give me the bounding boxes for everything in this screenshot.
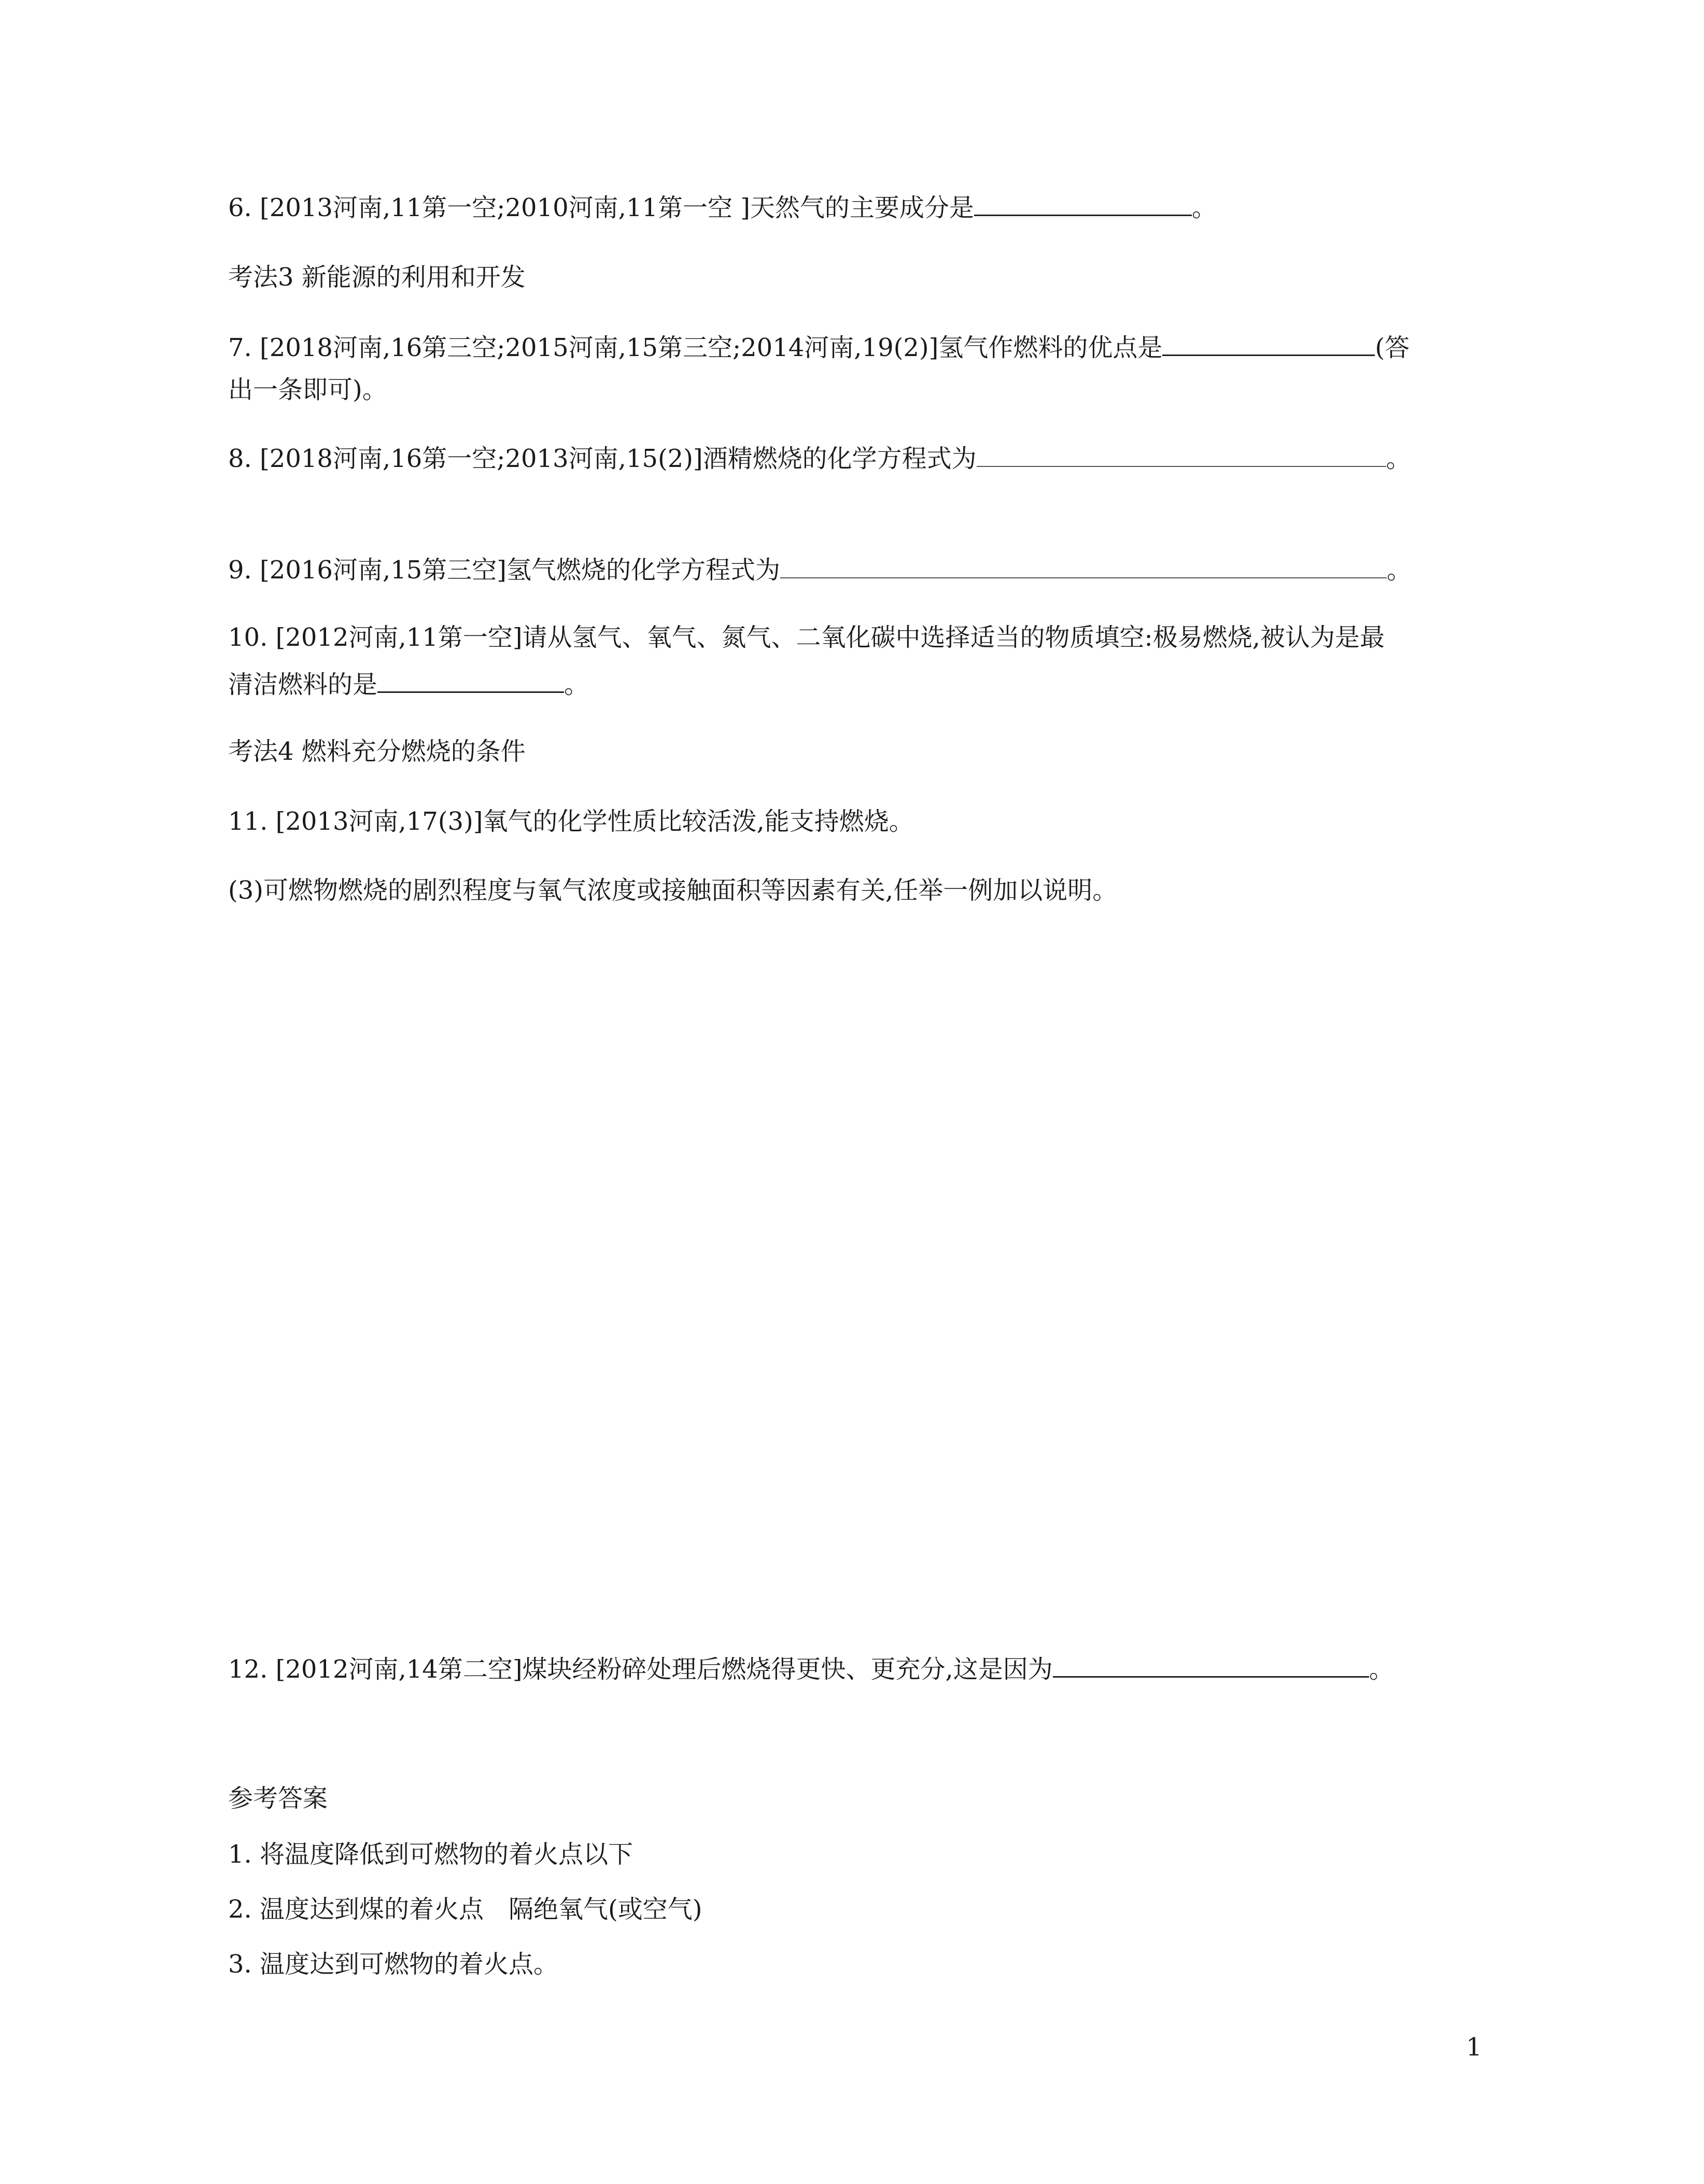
period: 。	[564, 670, 589, 699]
question-7-text: 7. [2018河南,16第三空;2015河南,15第三空;2014河南,19(2)]氢气作燃料的优点是	[228, 333, 1163, 362]
period: 。	[1386, 444, 1411, 473]
question-10-text: 清洁燃料的是	[228, 670, 378, 699]
question-11-sub: (3)可燃物燃烧的剧烈程度与氧气浓度或接触面积等因素有关,任举一例加以说明。	[228, 876, 1118, 905]
question-10-line2	[228, 669, 589, 700]
question-10: 10. [2012河南,11第一空]请从氢气、氧气、氮气、二氧化碳中选择适当的物质填空:极易燃烧,被认为是最	[228, 623, 1385, 652]
answer-blank	[780, 555, 1387, 578]
page-number: 1	[1466, 2033, 1482, 2062]
question-8	[228, 443, 1411, 474]
question-6	[228, 192, 1217, 223]
question-11: 11. [2013河南,17(3)]氧气的化学性质比较活泼,能支持燃烧。	[228, 807, 914, 836]
question-9-text: 9. [2016河南,15第三空]氢气燃烧的化学方程式为	[228, 556, 781, 585]
period: 。	[1387, 556, 1412, 585]
period: 。	[1369, 1655, 1394, 1684]
question-8-text: 8. [2018河南,16第一空;2013河南,15(2)]酒精燃烧的化学方程式为	[228, 444, 977, 473]
answer-3: 3. 温度达到可燃物的着火点。	[228, 1950, 559, 1979]
question-12	[228, 1653, 1394, 1685]
answer-blank	[1053, 1653, 1369, 1678]
question-7-line2: 出一条即可)。	[228, 375, 387, 404]
period: 。	[1191, 193, 1217, 222]
answer-blank	[974, 192, 1192, 216]
question-9	[228, 555, 1412, 586]
question-6-text: 6. [2013河南,11第一空;2010河南,11第一空 ]天然气的主要成分是	[228, 193, 974, 222]
answers-title: 参考答案	[228, 1784, 328, 1813]
section-heading-3: 考法3 新能源的利用和开发	[228, 263, 526, 292]
answer-blank	[1162, 332, 1375, 356]
section-heading-4: 考法4 燃料充分燃烧的条件	[228, 737, 526, 766]
question-7	[228, 332, 1410, 363]
answer-1: 1. 将温度降低到可燃物的着火点以下	[228, 1840, 633, 1869]
answer-blank	[977, 443, 1386, 467]
question-12-text: 12. [2012河南,14第二空]煤块经粉碎处理后燃烧得更快、更充分,这是因为	[228, 1655, 1053, 1684]
answer-2: 2. 温度达到煤的着火点 隔绝氧气(或空气)	[228, 1895, 702, 1924]
question-7-after: (答	[1375, 333, 1410, 362]
answer-blank	[377, 669, 564, 693]
